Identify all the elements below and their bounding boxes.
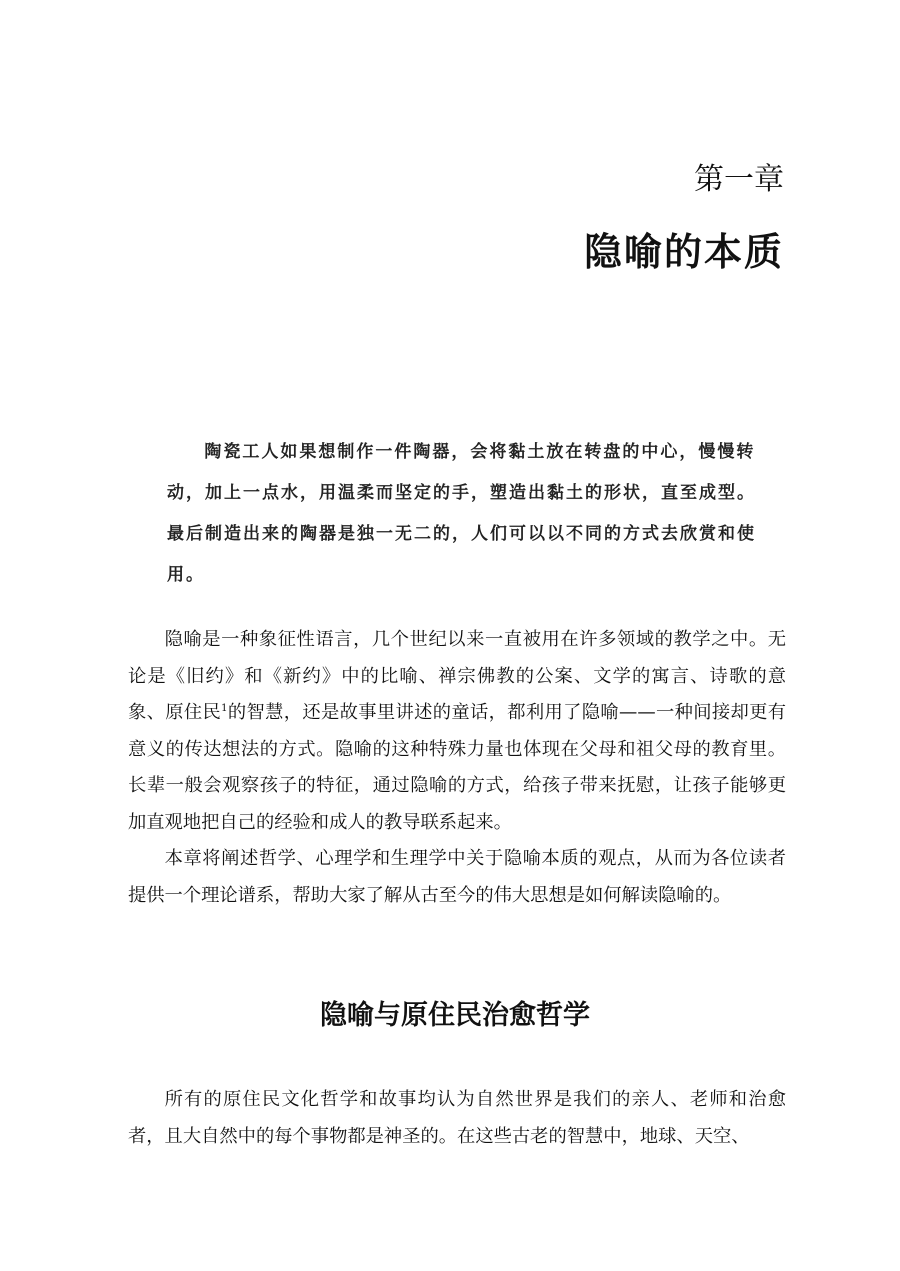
epigraph [167, 432, 757, 596]
intro-paragraph-2: 本章将阐述哲学、心理学和生理学中关于隐喻本质的观点，从而为各位读者提供一个理论谱系，帮助大家了解从古至今的伟大思想是如何解读隐喻的。 [128, 848, 786, 906]
epigraph-text: 陶瓷工人如果想制作一件陶器，会将黏土放在转盘的中心，慢慢转动，加上一点水，用温柔而坚定的手，塑造出黏土的形状，直至成型。最后制造出来的陶器是独一无二的，人们可以以不同的方式去欣赏和使用。 [167, 442, 756, 585]
footnote-marker[interactable]: 1 [221, 702, 228, 714]
intro-paragraph-1 [128, 622, 786, 841]
intro-paragraph-1-part-2: 的智慧，还是故事里讲述的童话，都利用了隐喻——一种间接却更有意义的传达想法的方式。隐喻的这种特殊力量也体现在父母和祖父母的教育里。长辈一般会观察孩子的特征，通过隐喻的方式，给孩子带来抚慰，让孩子能够更加直观地把自己的经验和成人的教导联系起来。 [128, 702, 787, 833]
section-heading: 隐喻与原住民治愈哲学 [320, 1000, 590, 1031]
chapter-title: 隐喻的本质 [583, 230, 784, 274]
intro-section [128, 622, 786, 914]
section-body [128, 1082, 786, 1155]
intro-paragraph-1-part-1: 隐喻是一种象征性语言，几个世纪以来一直被用在许多领域的教学之中。无论是《旧约》和《新约》中的比喻、禅宗佛教的公案、文学的寓言、诗歌的意象、原住民 [128, 629, 786, 723]
chapter-number: 第一章 [694, 162, 784, 197]
section-paragraph-1: 所有的原住民文化哲学和故事均认为自然世界是我们的亲人、老师和治愈者，且大自然中的每个事物都是神圣的。在这些古老的智慧中，地球、天空、 [128, 1089, 786, 1147]
